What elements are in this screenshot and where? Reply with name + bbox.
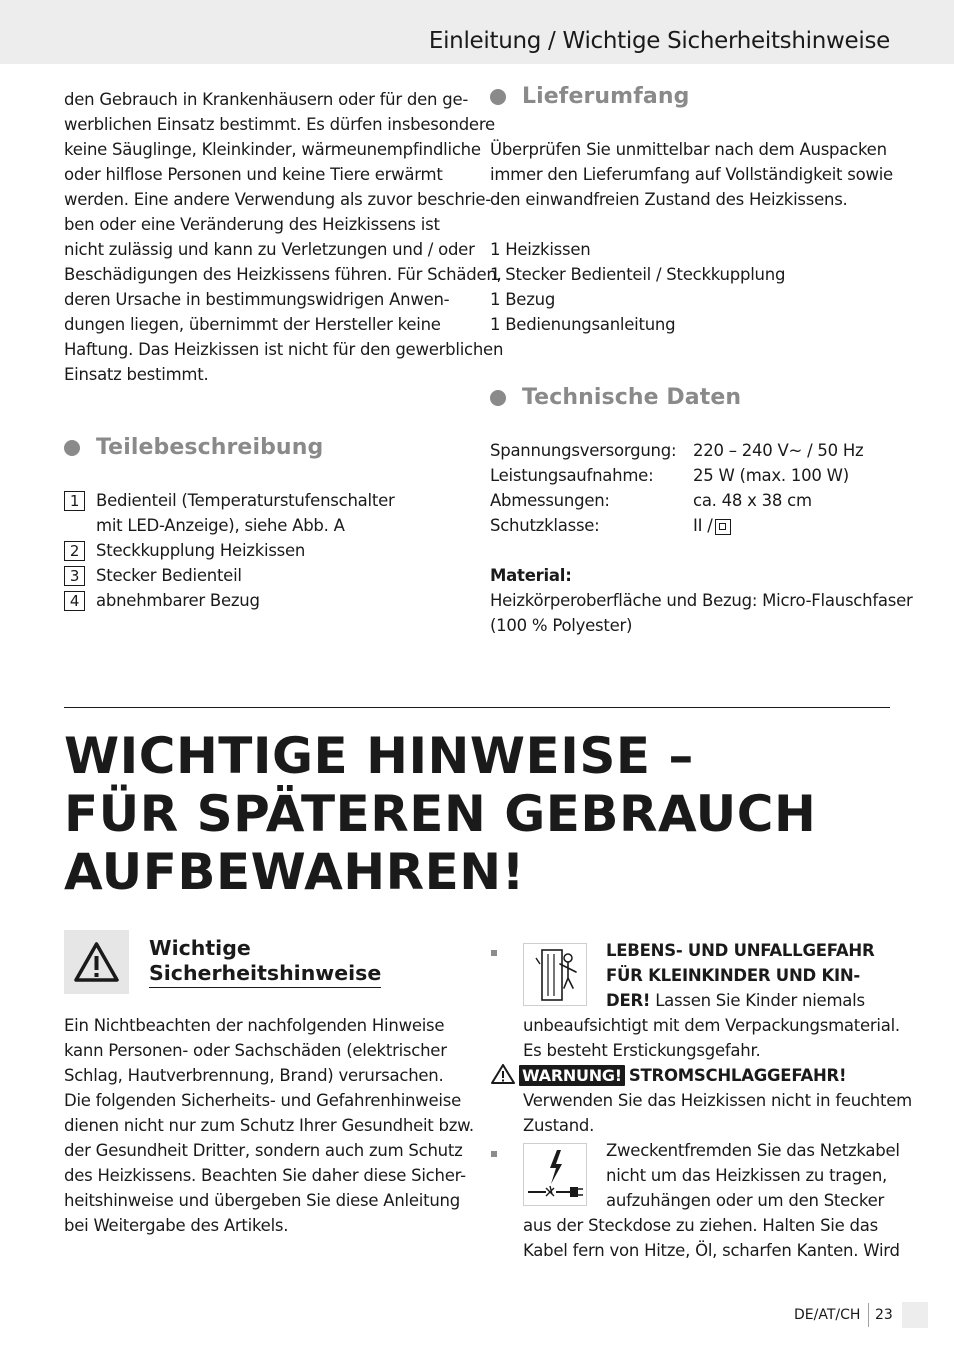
shock-warning xyxy=(491,1063,846,1088)
hazard-title: FÜR KLEINKINDER UND KIN- xyxy=(606,966,861,985)
tech-heading-text: Technische Daten xyxy=(522,385,742,410)
bullet-dot-icon xyxy=(490,89,506,105)
text-line: Die folgenden Sicherheits- und Gefahrenhinweise xyxy=(64,1091,461,1110)
spec-value: ca. 48 x 38 cm xyxy=(693,491,812,510)
parts-item xyxy=(64,588,260,613)
text-line: Ein Nichtbeachten der nachfolgenden Hinweise xyxy=(64,1016,445,1035)
double-insulation-icon xyxy=(715,519,731,535)
spec-value: 220 – 240 V~ / 50 Hz xyxy=(693,441,864,460)
cable-hazard-side xyxy=(606,1138,900,1213)
text-line: den einwandfreien Zustand des Heizkissens. xyxy=(490,190,848,209)
footer-region: DE/AT/CH xyxy=(794,1307,861,1323)
text-line: nicht zulässig und kann zu Verletzungen und / oder xyxy=(64,240,475,259)
delivery-item: 1 Bezug xyxy=(490,290,556,309)
text-line: aufzuhängen oder um den Stecker xyxy=(606,1191,885,1210)
parts-item xyxy=(64,538,305,563)
cable-hazard-body xyxy=(523,1213,900,1263)
text-line: unbeaufsichtigt mit dem Verpackungsmaterial. xyxy=(523,1016,900,1035)
important-notes-title xyxy=(64,727,816,901)
text-line: Zustand. xyxy=(523,1116,595,1135)
spec-row xyxy=(490,513,731,538)
warning-triangle-icon xyxy=(64,930,129,994)
cable-shock-icon xyxy=(523,1143,587,1206)
text-line: (100 % Polyester) xyxy=(490,616,633,635)
text-line: der Gesundheit Dritter, sondern auch zum Schutz xyxy=(64,1141,463,1160)
parts-heading-text: Teilebeschreibung xyxy=(96,435,324,460)
parts-item xyxy=(64,488,395,538)
text-line: Es besteht Erstickungsgefahr. xyxy=(523,1041,761,1060)
part-text: abnehmbarer Bezug xyxy=(96,591,260,610)
spec-value: 25 W (max. 100 W) xyxy=(693,466,849,485)
text-line: werden. Eine andere Verwendung als zuvor beschrie- xyxy=(64,190,492,209)
parts-heading xyxy=(64,435,323,460)
part-number: 3 xyxy=(64,566,85,586)
text-line: nicht um das Heizkissen zu tragen, xyxy=(606,1166,888,1185)
title-line: WICHTIGE HINWEISE – xyxy=(64,727,694,785)
page-header xyxy=(0,0,954,64)
spec-row xyxy=(490,438,863,463)
text-line: Kabel fern von Hitze, Öl, scharfen Kanten. Wird xyxy=(523,1241,900,1260)
section-divider xyxy=(64,707,890,708)
spec-label: Spannungsversorgung: xyxy=(490,441,677,460)
intro-paragraph xyxy=(64,87,503,387)
spec-row xyxy=(490,463,849,488)
list-bullet-icon xyxy=(491,950,497,956)
title-line: FÜR SPÄTEREN GEBRAUCH xyxy=(64,785,817,843)
delivery-item: 1 Stecker Bedienteil / Steckkupplung xyxy=(490,265,786,284)
text-line: Verwenden Sie das Heizkissen nicht in feuchtem xyxy=(523,1091,912,1110)
text-line: Einsatz bestimmt. xyxy=(64,365,209,384)
shock-warning-body xyxy=(523,1088,912,1138)
text-line: aus der Steckdose zu ziehen. Halten Sie das xyxy=(523,1216,878,1235)
bullet-dot-icon xyxy=(64,440,80,456)
spec-label: Abmessungen: xyxy=(490,491,610,510)
page-number: 23 xyxy=(875,1307,893,1323)
text-line: immer den Lieferumfang auf Vollständigkeit sowie xyxy=(490,165,893,184)
material-block xyxy=(490,563,913,638)
parts-item xyxy=(64,563,242,588)
text-line: Zweckentfremden Sie das Netzkabel xyxy=(606,1141,900,1160)
header-title: Einleitung / Wichtige Sicherheitshinweise xyxy=(428,28,890,54)
text-line: kann Personen- oder Sachschäden (elektrischer xyxy=(64,1041,447,1060)
title-line: AUFBEWAHREN! xyxy=(64,843,525,901)
child-hazard-head xyxy=(606,938,874,1013)
safety-heading xyxy=(149,936,381,988)
part-number: 2 xyxy=(64,541,85,561)
part-text: Stecker Bedienteil xyxy=(96,566,242,585)
safety-intro xyxy=(64,1013,474,1238)
text-line: Überprüfen Sie unmittelbar nach dem Auspacken xyxy=(490,140,887,159)
part-text: mit LED-Anzeige), siehe Abb. A xyxy=(96,516,345,535)
spec-label: Schutzklasse: xyxy=(490,516,600,535)
part-text: Steckkupplung Heizkissen xyxy=(96,541,306,560)
footer-tab xyxy=(902,1302,928,1328)
part-number: 1 xyxy=(64,491,85,511)
tech-heading xyxy=(490,385,741,410)
part-number: 4 xyxy=(64,591,85,611)
safety-heading-line: Sicherheitshinweise xyxy=(149,961,381,988)
part-text: Bedienteil (Temperaturstufenschalter xyxy=(96,491,395,510)
text-line: oder hilflose Personen und keine Tiere erwärmt xyxy=(64,165,443,184)
footer-divider xyxy=(868,1303,869,1327)
text-line: bei Weitergabe des Artikels. xyxy=(64,1216,289,1235)
text-line: dienen nicht nur zum Schutz Ihrer Gesundheit bzw. xyxy=(64,1116,474,1135)
text-line: deren Ursache in bestimmungswidrigen Anwen- xyxy=(64,290,450,309)
delivery-intro xyxy=(490,137,893,212)
text-line: Haftung. Das Heizkissen ist nicht für den gewerblichen xyxy=(64,340,504,359)
text-line: ben oder eine Veränderung des Heizkissens ist xyxy=(64,215,440,234)
delivery-list xyxy=(490,237,785,337)
spec-value: II / xyxy=(693,516,713,535)
hazard-title: LEBENS- UND UNFALLGEFAHR xyxy=(606,941,875,960)
text-line: Beschädigungen des Heizkissens führen. Für Schäden, xyxy=(64,265,502,284)
delivery-item: 1 Heizkissen xyxy=(490,240,591,259)
text-line: Lassen Sie Kinder niemals xyxy=(650,991,865,1010)
text-line: keine Säuglinge, Kleinkinder, wärmeunempfindliche xyxy=(64,140,481,159)
delivery-heading xyxy=(490,84,689,109)
text-line: den Gebrauch in Krankenhäusern oder für den ge- xyxy=(64,90,469,109)
text-line: dungen liegen, übernimmt der Hersteller keine xyxy=(64,315,441,334)
warning-triangle-icon xyxy=(491,1064,515,1084)
text-line: Schlag, Hautverbrennung, Brand) verursachen. xyxy=(64,1066,444,1085)
text-line: Heizkörperoberfläche und Bezug: Micro-Flauschfaser xyxy=(490,591,913,610)
child-hazard-body xyxy=(523,1013,900,1063)
delivery-heading-text: Lieferumfang xyxy=(522,84,690,109)
hazard-title: STROMSCHLAGGEFAHR! xyxy=(628,1066,847,1085)
spec-label: Leistungsaufnahme: xyxy=(490,466,654,485)
delivery-item: 1 Bedienungsanleitung xyxy=(490,315,676,334)
text-line: des Heizkissens. Beachten Sie daher diese Sicher- xyxy=(64,1166,466,1185)
safety-heading-line: Wichtige xyxy=(149,936,251,960)
text-line: werblichen Einsatz bestimmt. Es dürfen insbesondere xyxy=(64,115,495,134)
spec-row xyxy=(490,488,812,513)
bullet-dot-icon xyxy=(490,390,506,406)
list-bullet-icon xyxy=(491,1151,497,1157)
text-line: heitshinweise und übergeben Sie diese Anleitung xyxy=(64,1191,460,1210)
material-label: Material: xyxy=(490,566,572,585)
child-packaging-icon xyxy=(523,943,587,1006)
hazard-title: DER! xyxy=(606,991,651,1010)
warning-badge: WARNUNG! xyxy=(519,1065,625,1086)
